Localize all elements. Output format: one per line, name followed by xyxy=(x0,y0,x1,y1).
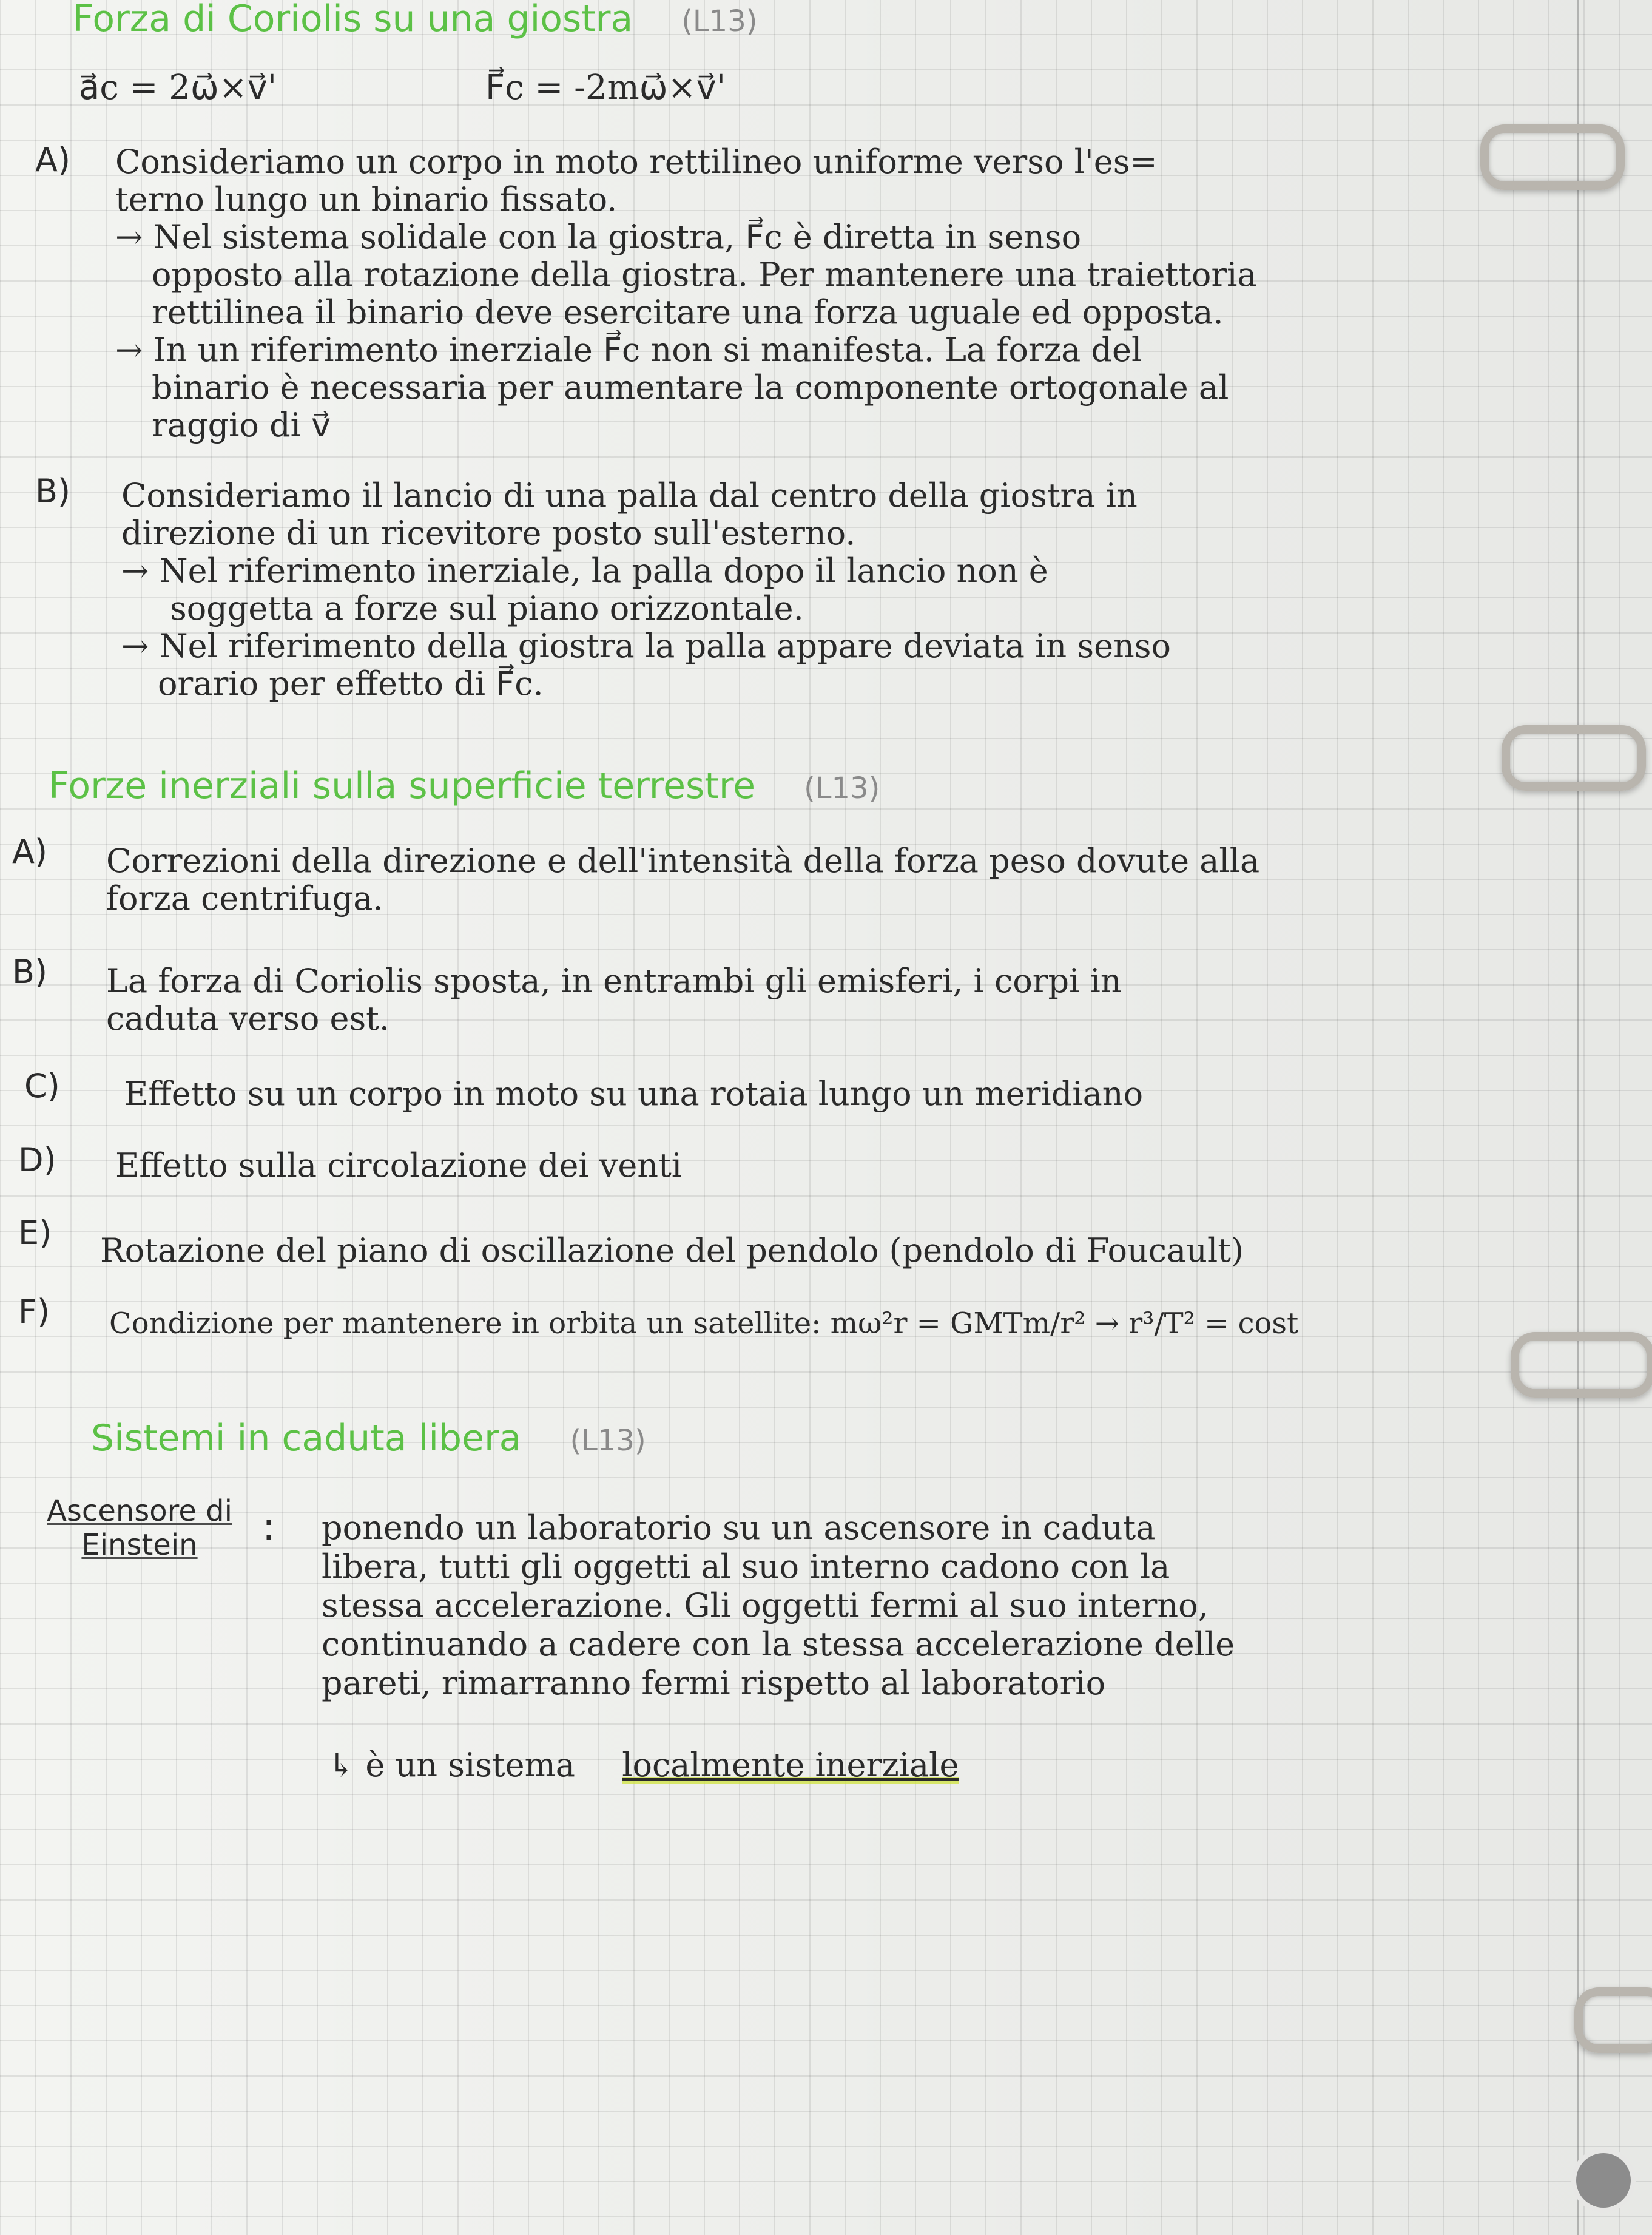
paragraph-2A: Correzioni della direzione e dell'intensità della forza peso dovute alla forza centrifuga. xyxy=(106,842,1260,918)
formula-coriolis-acceleration: a⃗c = 2ω⃗×v⃗' xyxy=(79,68,277,107)
binder-ring-1 xyxy=(1480,124,1625,190)
paragraph-A: Consideriamo un corpo in moto rettilineo uniforme verso l'es= terno lungo un binario fissato. → Nel sistema solidale con la giostra, F⃗c è diretta in senso opposto alla rotazione della giostra. Per mantenere una traiettoria rettilinea il binario deve esercitare una forza uguale ed opposta. → In un riferimento inerziale F⃗c non si manifesta. La forza del binario è necessaria per aumentare la componente ortogonale al raggio di v⃗ xyxy=(115,143,1257,444)
label-colon: : xyxy=(262,1505,275,1550)
einstein-elevator-label: Ascensore di Einstein xyxy=(47,1494,232,1562)
item-label-2E: E) xyxy=(18,1214,52,1252)
corner-badge xyxy=(1571,2148,1636,2213)
section-title-terrestrial-forces: Forze inerziali sulla superficie terrestre (L13) xyxy=(49,765,880,807)
section-title-free-fall: Sistemi in caduta libera (L13) xyxy=(91,1417,646,1459)
paragraph-2D: Effetto sulla circolazione dei venti xyxy=(115,1146,683,1185)
item-label-2F: F) xyxy=(18,1293,50,1331)
formula-coriolis-force: F⃗c = -2mω⃗×v⃗' xyxy=(485,68,726,107)
paragraph-2E: Rotazione del piano di oscillazione del pendolo (pendolo di Foucault) xyxy=(100,1231,1244,1270)
item-label-2B: B) xyxy=(12,953,48,991)
item-label-2C: C) xyxy=(24,1067,60,1105)
binder-ring-4 xyxy=(1574,1987,1652,2053)
section-title-coriolis: Forza di Coriolis su una giostra (L13) xyxy=(73,0,758,40)
item-label-A: A) xyxy=(35,141,71,179)
paragraph-B: Consideriamo il lancio di una palla dal centro della giostra in direzione di un ricevitore posto sull'esterno. → Nel riferimento inerziale, la palla dopo il lancio non è soggetta a forze sul piano orizzontale. → Nel riferimento della giostra la palla appare deviata in senso orario per effetto di F⃗c. xyxy=(121,476,1172,703)
paragraph-2F: Condizione per mantenere in orbita un satellite: mω²r = GMTm/r² → r³/T² = cost xyxy=(109,1307,1299,1341)
paragraph-2B: La forza di Coriolis sposta, in entrambi gli emisferi, i corpi in caduta verso est. xyxy=(106,962,1122,1038)
paragraph-elevator: ponendo un laboratorio su un ascensore in caduta libera, tutti gli oggetti al suo interno cadono con la stessa accelerazione. Gli oggetti fermi al suo interno, continuando a cadere con la stessa accelerazione delle pareti, rimarranno fermi rispetto al laboratorio xyxy=(322,1509,1235,1702)
item-label-2D: D) xyxy=(18,1141,56,1179)
highlighted-term: localmente inerziale xyxy=(622,1746,959,1784)
binder-ring-2 xyxy=(1502,725,1646,791)
item-label-2A: A) xyxy=(12,833,48,871)
paragraph-2C: Effetto su un corpo in moto su una rotaia lungo un meridiano xyxy=(124,1075,1144,1113)
margin-line xyxy=(1577,0,1579,2235)
binder-ring-3 xyxy=(1511,1332,1652,1398)
item-label-B: B) xyxy=(35,472,71,510)
conclusion-line: ↳ è un sistema localmente inerziale xyxy=(328,1746,959,1784)
